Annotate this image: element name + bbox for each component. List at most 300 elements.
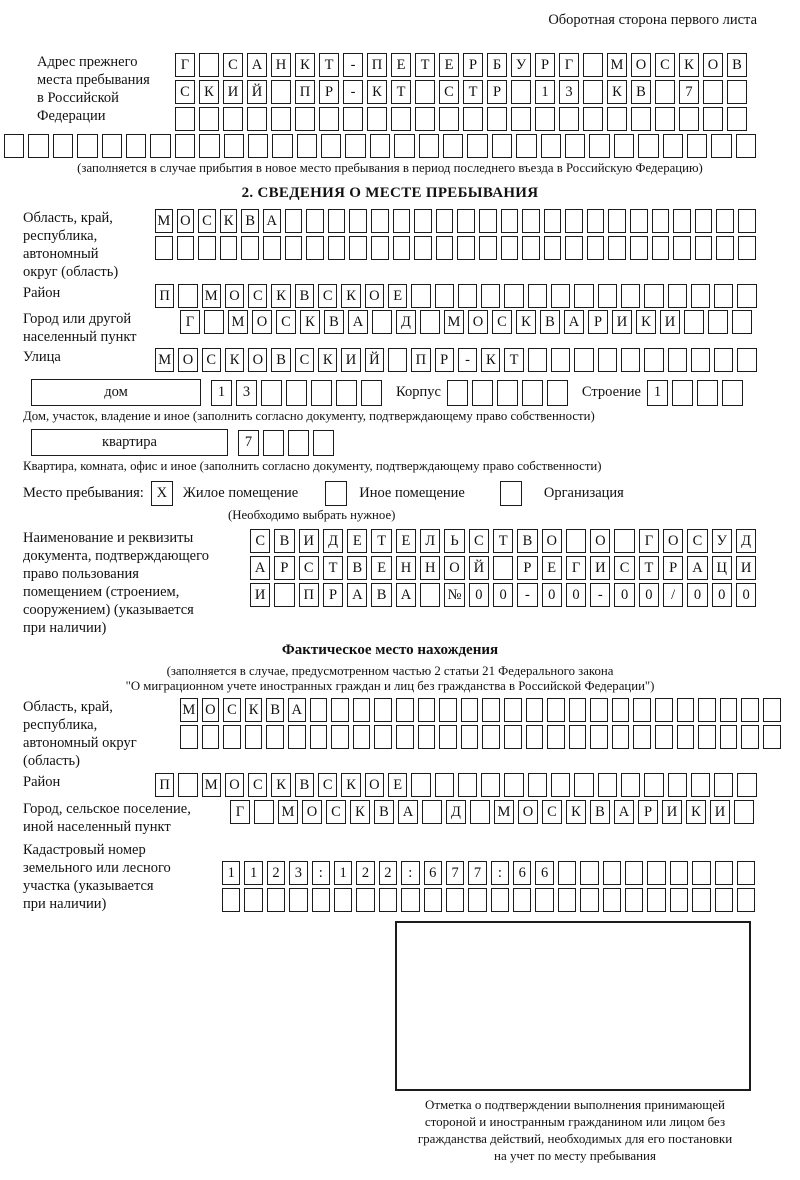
char-cell: Д [396,310,416,334]
char-cell: 0 [639,583,659,607]
char-cell [504,284,523,308]
char-cell [590,725,608,749]
char-cell: И [736,556,756,580]
char-cell: 3 [289,861,307,885]
raion-label: Район [23,285,61,301]
document-row-1 [250,529,756,553]
char-cell: Т [639,556,659,580]
char-cell [547,380,568,406]
char-cell [479,236,497,260]
char-cell: М [278,800,298,824]
char-cell: С [687,529,707,553]
char-cell: В [274,529,294,553]
char-cell: В [324,310,344,334]
char-cell [633,725,651,749]
char-cell [535,107,555,131]
char-cell [732,310,752,334]
char-cell [644,773,663,797]
char-cell: Е [371,556,391,580]
char-cell: 2 [379,861,397,885]
text-line: (область) [23,753,80,769]
char-cell: С [248,773,267,797]
char-cell [687,134,707,158]
char-cell: - [343,80,363,104]
char-cell: 0 [542,583,562,607]
char-cell: С [326,800,346,824]
char-cell: 1 [535,80,555,104]
char-cell [668,348,687,372]
char-cell [711,134,731,158]
char-cell [655,698,673,722]
char-cell: Е [542,556,562,580]
char-cell: В [631,80,651,104]
char-cell [583,80,603,104]
char-cell [272,134,292,158]
char-cell [491,888,509,912]
char-cell [655,80,675,104]
char-cell [737,861,755,885]
document-row-2 [250,556,756,580]
char-cell [411,773,430,797]
char-cell: - [343,53,363,77]
char-cell [343,107,363,131]
char-cell [286,380,307,406]
char-cell [504,698,522,722]
char-cell [703,80,723,104]
char-cell [528,773,547,797]
char-cell: И [341,348,360,372]
char-cell [621,348,640,372]
char-cell [695,209,713,233]
page-side-note: Оборотная сторона первого листа [548,12,757,28]
char-cell: К [199,80,219,104]
char-cell [720,698,738,722]
char-cell [544,236,562,260]
char-cell [492,134,512,158]
char-cell [248,134,268,158]
char-cell [481,773,500,797]
char-cell [393,209,411,233]
char-cell: С [614,556,634,580]
char-cell: А [614,800,634,824]
char-cell [254,800,274,824]
char-cell [180,725,198,749]
char-cell [414,236,432,260]
char-cell [652,209,670,233]
char-cell: Р [323,583,343,607]
char-cell [737,348,756,372]
char-cell: Р [517,556,537,580]
char-cell: Е [388,773,407,797]
char-cell: 0 [566,583,586,607]
char-cell [625,888,643,912]
fact-title: Фактическое место нахождения [281,642,499,658]
char-cell: М [180,698,198,722]
char-cell [558,861,576,885]
oblast-rows [155,209,756,260]
char-cell [263,430,284,456]
char-cell [487,107,507,131]
char-cell [741,725,759,749]
char-cell [482,698,500,722]
char-cell: М [607,53,627,77]
char-cell: П [155,284,174,308]
fact-gorod-label [23,800,230,836]
char-cell: / [663,583,683,607]
char-cell [334,888,352,912]
char-cell [691,773,710,797]
char-cell [673,209,691,233]
char-cell [202,725,220,749]
char-cell [631,107,651,131]
gorod-label [23,310,180,346]
checkbox-zhiloe: X [151,481,173,506]
char-cell [652,236,670,260]
char-cell: С [250,529,270,553]
char-cell [349,236,367,260]
text-line: Наименование и реквизиты [23,530,194,546]
char-cell: 0 [712,583,732,607]
char-cell: О [663,529,683,553]
char-cell: Г [639,529,659,553]
char-cell [436,236,454,260]
char-cell: И [710,800,730,824]
char-cell: Р [487,80,507,104]
option-organizatsiya-label: Организация [543,485,624,501]
char-cell [614,134,634,158]
text-line: помещением (строением, [23,584,180,600]
char-cell [621,773,640,797]
text-line: Область, край, [23,699,113,715]
char-cell: : [312,861,330,885]
char-cell [247,107,267,131]
char-cell [223,725,241,749]
char-cell: Е [388,284,407,308]
char-cell: Р [435,348,454,372]
char-cell [684,310,704,334]
char-cell [614,529,634,553]
fact-oblast-block [23,698,757,770]
char-cell [655,107,675,131]
char-cell [175,134,195,158]
char-cell: С [248,284,267,308]
char-cell [670,861,688,885]
char-cell: Р [463,53,483,77]
prev-address-label [23,53,175,125]
char-cell: С [276,310,296,334]
char-cell [418,725,436,749]
char-cell: В [517,529,537,553]
gorod-block [23,310,757,346]
prev-address-caption: (заполняется в случае прибытия в новое место пребывания в период последнего въезда в Российскую Федерацию) [77,161,703,175]
char-cell: Т [323,556,343,580]
char-cell: О [365,284,384,308]
char-cell: И [612,310,632,334]
char-cell [336,380,357,406]
fact-oblast-label [23,698,180,770]
char-cell: 2 [267,861,285,885]
document-rows [250,529,756,607]
char-cell: К [686,800,706,824]
char-cell: Р [274,556,294,580]
fact-raion-block [23,773,757,797]
char-cell [625,861,643,885]
char-cell [574,348,593,372]
char-cell [714,284,733,308]
fact-caption [23,664,757,694]
text-line: на учет по месту пребывания [494,1148,656,1163]
char-cell: О [302,800,322,824]
char-cell [501,209,519,233]
char-cell [245,725,263,749]
char-cell [435,773,454,797]
oblast-row-1 [155,209,756,233]
dom-cells [211,380,382,406]
char-cell [177,236,195,260]
char-cell: Г [175,53,195,77]
char-cell [468,888,486,912]
char-cell [535,888,553,912]
char-cell [356,888,374,912]
char-cell: С [198,209,216,233]
char-cell: К [245,698,263,722]
char-cell: 1 [211,380,232,406]
char-cell [544,209,562,233]
char-cell: Н [396,556,416,580]
mesto-caption: (Необходимо выбрать нужное) [228,508,396,522]
char-cell [511,80,531,104]
char-cell: К [271,773,290,797]
char-cell [178,773,197,797]
char-cell: 6 [513,861,531,885]
char-cell [692,861,710,885]
char-cell: Н [420,556,440,580]
text-line: Адрес прежнего [37,54,138,70]
char-cell [150,134,170,158]
char-cell: И [250,583,270,607]
char-cell [393,236,411,260]
korpus-label: Корпус [396,384,441,400]
char-cell [574,284,593,308]
char-cell: 7 [679,80,699,104]
char-cell [583,107,603,131]
char-cell [306,236,324,260]
fact-gorod-block [23,800,757,836]
char-cell: № [444,583,464,607]
char-cell: В [295,284,314,308]
text-line: сооружением) (указывается [23,602,194,618]
char-cell [587,209,605,233]
kadastr-block [23,841,757,913]
char-cell: В [374,800,394,824]
char-cell [633,698,651,722]
char-cell [199,107,219,131]
char-cell: К [271,284,290,308]
char-cell: К [367,80,387,104]
char-cell: Е [347,529,367,553]
char-cell [461,725,479,749]
char-cell [587,236,605,260]
char-cell [547,725,565,749]
char-cell: 0 [736,583,756,607]
char-cell [603,888,621,912]
char-cell [698,698,716,722]
char-cell: У [511,53,531,77]
char-cell: 0 [493,583,513,607]
char-cell [638,134,658,158]
dom-caption: Дом, участок, владение и иное (заполнить согласно документу, подтверждающему право собственности) [23,409,595,423]
char-cell: Г [566,556,586,580]
char-cell [737,773,756,797]
char-cell [295,107,315,131]
char-cell [204,310,224,334]
text-line: Отметка о подтверждении выполнения принимающей [424,1097,726,1112]
char-cell [371,236,389,260]
char-cell [297,134,317,158]
char-cell [714,773,733,797]
char-cell: С [295,348,314,372]
char-cell: К [566,800,586,824]
char-cell: О [225,284,244,308]
char-cell [493,556,513,580]
mesto-prebyvaniya-row [23,481,757,506]
char-cell: Т [493,529,513,553]
raion-row [155,284,757,308]
char-cell [672,380,693,406]
char-cell: 7 [468,861,486,885]
char-cell [501,236,519,260]
char-cell [439,698,457,722]
char-cell: О [248,348,267,372]
char-cell [547,698,565,722]
char-cell: 1 [334,861,352,885]
char-cell [439,107,459,131]
text-line: стороной и иностранным гражданином или лицом без [424,1114,726,1129]
char-cell [708,310,728,334]
char-cell [621,284,640,308]
char-cell: Е [439,53,459,77]
char-cell [522,236,540,260]
char-cell [374,698,392,722]
char-cell: К [318,348,337,372]
char-cell [522,380,543,406]
char-cell: О [202,698,220,722]
char-cell: А [250,556,270,580]
char-cell: К [341,773,360,797]
char-cell [285,209,303,233]
char-cell: Т [415,53,435,77]
char-cell: О [252,310,272,334]
kadastr-row-2 [222,888,755,912]
char-cell [691,348,710,372]
char-cell [361,380,382,406]
char-cell [677,725,695,749]
char-cell [415,107,435,131]
char-cell [551,348,570,372]
prev-address-row-4 [4,134,757,158]
char-cell [673,236,691,260]
char-cell [612,698,630,722]
char-cell: Е [396,529,416,553]
char-cell: К [607,80,627,104]
char-cell [763,698,781,722]
oblast-block [23,209,757,281]
char-cell: А [263,209,281,233]
char-cell: А [347,583,367,607]
char-cell: В [347,556,367,580]
char-cell: Р [535,53,555,77]
char-cell [583,53,603,77]
char-cell [612,725,630,749]
char-cell [288,430,309,456]
char-cell: К [350,800,370,824]
char-cell: - [517,583,537,607]
char-cell [647,888,665,912]
char-cell: А [564,310,584,334]
char-cell [590,698,608,722]
char-cell [175,107,195,131]
text-line: "О миграционном учете иностранных граждан и лиц без гражданства в Российской Федерации") [125,679,655,693]
char-cell: В [295,773,314,797]
char-cell: О [444,556,464,580]
char-cell [738,236,756,260]
char-cell [241,236,259,260]
char-cell [481,284,500,308]
char-cell: М [494,800,514,824]
char-cell: И [660,310,680,334]
char-cell: В [241,209,259,233]
text-line: республика, [23,717,98,733]
char-cell: 6 [535,861,553,885]
char-cell: С [175,80,195,104]
char-cell [715,861,733,885]
char-cell [310,725,328,749]
char-cell: С [318,773,337,797]
text-line: в Российской [37,90,119,106]
char-cell: М [444,310,464,334]
text-line: гражданства действий, необходимых для его постановки [417,1131,733,1146]
char-cell [679,107,699,131]
char-cell: В [371,583,391,607]
char-cell: С [469,529,489,553]
char-cell [285,236,303,260]
dom-row [23,379,757,406]
char-cell: О [365,773,384,797]
char-cell [463,107,483,131]
char-cell [541,134,561,158]
text-line: право пользования [23,566,139,582]
char-cell: Р [588,310,608,334]
char-cell [482,725,500,749]
char-cell [374,725,392,749]
text-line: участка (указывается [23,878,154,894]
char-cell: М [155,348,174,372]
fact-oblast-row-2 [180,725,781,749]
option-zhiloe-label: Жилое помещение [182,485,299,501]
char-cell [312,888,330,912]
text-line: иной населенный пункт [23,819,171,835]
char-cell: О [225,773,244,797]
char-cell: С [299,556,319,580]
char-cell: Л [420,529,440,553]
char-cell: В [727,53,747,77]
char-cell: Ц [712,556,732,580]
char-cell [763,725,781,749]
char-cell [504,725,522,749]
char-cell [435,284,454,308]
stamp-area [395,921,751,1091]
char-cell [311,380,332,406]
